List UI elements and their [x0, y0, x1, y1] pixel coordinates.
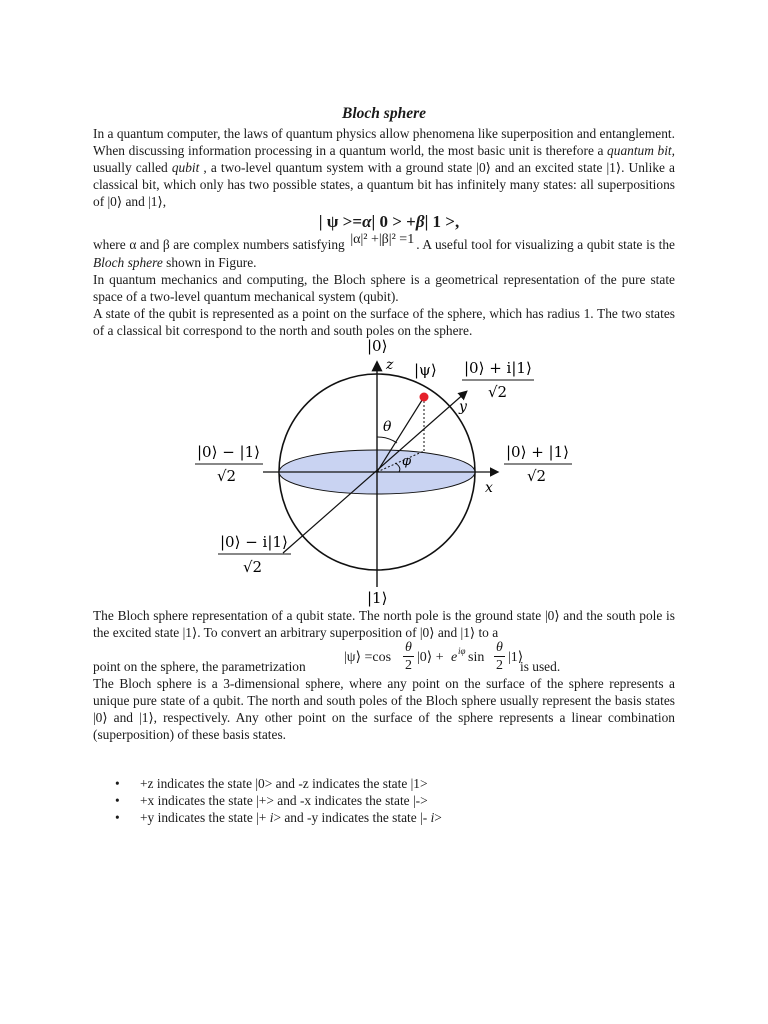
minus-denominator: √2: [217, 467, 237, 485]
eq-ket1: |1⟩: [508, 650, 524, 665]
axis-states-list: [93, 775, 675, 826]
eq-theta-num: θ: [405, 640, 412, 655]
ket1-bottom-label: |1⟩: [367, 589, 388, 607]
eq-sin: sin: [468, 650, 485, 665]
minus-i-numerator: |0⟩ − i|1⟩: [220, 533, 288, 551]
plus-denominator: √2: [527, 467, 547, 485]
phi-label: φ: [402, 454, 412, 469]
text-run: i: [269, 810, 274, 825]
bloch-sphere-diagram: [93, 339, 675, 607]
eq-ket1: | 1 >,: [424, 212, 460, 231]
eq-psi: | ψ >=: [318, 212, 363, 231]
state-paragraph: A state of the qubit is represented as a point on the surface of the sphere, which has radius 1. The two states of a classical bit correspond to the north and south poles on the sphere.: [93, 306, 675, 338]
text-run: i: [430, 810, 435, 825]
plus-i-numerator: |0⟩ + i|1⟩: [464, 359, 532, 377]
intro-paragraph: [93, 125, 675, 210]
minus-numerator: |0⟩ − |1⟩: [197, 443, 261, 461]
y-label: y: [459, 399, 467, 415]
text-run: +y indicates the state |+: [140, 810, 270, 825]
eq-exp-sup: iφ: [458, 646, 466, 656]
text-run: shown in Figure.: [162, 255, 257, 270]
normalization-paragraph: [93, 232, 675, 271]
text-run: . A useful tool for visualizing a qubit state is the: [416, 237, 675, 252]
minus-i-denominator: √2: [243, 558, 263, 576]
text-run: > and -y indicates the state |-: [273, 810, 431, 825]
eq-two: 2: [405, 658, 412, 673]
text-run: In a quantum computer, the laws of quantum physics allow phenomena like superposition and entanglement. When discussing information processing in a quantum world, the most basic unit is therefore a: [93, 126, 675, 158]
eq-alpha: α: [362, 212, 372, 231]
eq-theta-num: θ: [496, 640, 503, 655]
term-quantum-bit: quantum bit,: [607, 143, 675, 158]
normalization-equation: |α|² +|β|² =1: [350, 232, 415, 247]
text-run: point on the sphere, the parametrization: [93, 659, 306, 674]
eq-beta: β: [415, 212, 425, 231]
text-run: usually called: [93, 160, 172, 175]
figure-caption: The Bloch sphere representation of a qubit state. The north pole is the ground state |0⟩ and the south pole is the excited state |1⟩. To convert an arbitrary superposition of |0⟩ and |1⟩ to a: [93, 608, 675, 640]
eq-ket0: | 0 > +: [371, 212, 416, 231]
document-page: [93, 104, 675, 826]
plus-i-denominator: √2: [488, 383, 508, 401]
eq-psi-cos: |ψ⟩ =cos: [344, 650, 392, 665]
x-label: x: [485, 480, 493, 496]
list-item: • +x indicates the state |+> and -x indicates the state |->: [93, 792, 675, 809]
theta-label: θ: [383, 419, 392, 435]
term-bloch-sphere: Bloch sphere: [93, 255, 163, 270]
eq-exp: e: [451, 650, 458, 665]
sphere-description-paragraph: The Bloch sphere is a 3-dimensional sphere, where any point on the surface of the sphere represents a unique pure state of a qubit. The north and south poles of the Bloch sphere usually represent the basis states |0⟩ and |1⟩, respectively. Any other point on the surface of the sphere represents a linear combination (superposition) of these basis states.: [93, 676, 675, 742]
list-item: [93, 809, 675, 826]
text-run: , a two-level quantum system with a ground state |0⟩ and an excited state |1⟩. Unlike a classical bit, which only has two possible states, a quantum bit has infinitely many states: all superpositions of |0⟩ and |1⟩,: [93, 160, 675, 209]
z-label: z: [386, 357, 394, 373]
term-qubit: qubit: [171, 160, 200, 175]
parametrization-line: [93, 641, 675, 675]
state-point: [420, 393, 429, 402]
text-run: where α and β are complex numbers satisfying: [93, 237, 349, 252]
text-run: >: [434, 810, 442, 825]
bloch-sphere-figure: [93, 339, 675, 607]
text-run: is used.: [520, 659, 561, 674]
theta-arc: [377, 437, 397, 443]
ket0-top-label: |0⟩: [367, 339, 388, 355]
psi-label: |ψ⟩: [414, 361, 437, 379]
eq-ket0: |0⟩ +: [417, 650, 444, 665]
eq-two: 2: [496, 658, 503, 673]
plus-numerator: |0⟩ + |1⟩: [506, 443, 570, 461]
geometry-paragraph: In quantum mechanics and computing, the Bloch sphere is a geometrical representation of the pure state space of a two-level quantum mechanical system (qubit).: [93, 272, 675, 304]
document-title: Bloch sphere: [342, 105, 426, 122]
list-item: • +z indicates the state |0> and -z indicates the state |1>: [93, 775, 675, 792]
